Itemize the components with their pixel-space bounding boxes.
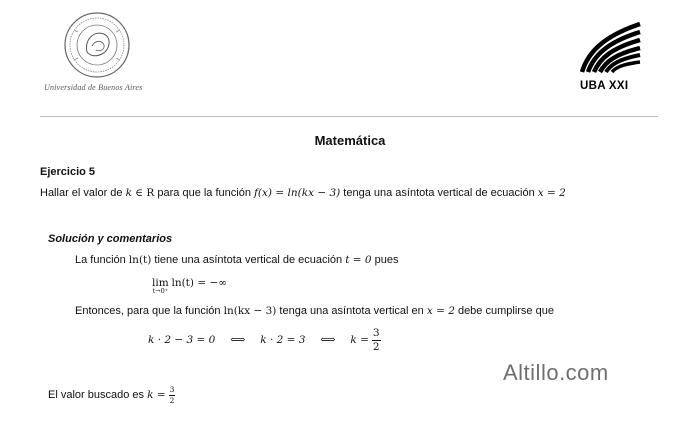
exercise-label: Ejercicio 5 [40,166,96,178]
line2-pre: Entonces, para que la función [75,305,224,317]
fraction-denominator: 2 [372,340,380,353]
statement-post: tenga una asíntota vertical de ecuación [340,187,538,199]
solution-line-2 [75,305,554,317]
final-denominator: 2 [169,395,175,405]
solution-heading: Solución y comentarios [48,233,173,245]
final-lhs: k = [147,388,166,401]
altillo-watermark: Altillo.com [503,360,609,385]
uba-xxi-brand: UBA XXI [580,80,629,92]
final-answer [48,386,175,404]
line2-equation: x = 2 [426,305,455,317]
limit-operator: lim [152,277,169,289]
limit-operator-block [152,277,169,295]
university-name: Universidad de Buenos Aires [44,83,143,92]
equation-chain [148,328,381,352]
solution-line-1 [75,254,399,266]
line2-post: debe cumplirse que [454,305,554,317]
statement-mid: para que la función [154,187,255,199]
line2-function: ln(kx − 3) [223,305,277,317]
final-fraction [169,386,176,404]
statement-equation: x = 2 [537,187,566,199]
equation-3-fraction [372,328,381,352]
statement-k: k [125,187,132,199]
uba-seal-icon [62,10,132,80]
iff-symbol-2: ⟺ [320,333,336,346]
statement-in-r: ∈ R [131,187,155,199]
limit-body: ln(t) = −∞ [171,277,228,289]
statement-pre: Hallar el valor de [40,187,126,199]
equation-2: k · 2 = 3 [260,333,306,346]
line1-function: ln(t) [128,254,152,266]
line2-mid: tenga una asíntota vertical en [276,305,427,317]
iff-symbol-1: ⟺ [230,333,246,346]
final-numerator: 3 [169,385,175,394]
limit-expression [152,277,227,295]
header-divider [40,116,658,117]
statement-function: f(x) = ln(kx − 3) [254,187,341,199]
line1-equation: t = 0 [345,254,372,266]
line1-mid: tiene una asíntota vertical de ecuación [151,254,346,266]
exercise-statement [40,187,566,199]
final-pre: El valor buscado es [48,388,148,401]
uba-xxi-logo-icon [578,22,642,74]
fraction-numerator: 3 [372,327,380,339]
limit-subscript: t→0⁺ [152,287,169,295]
page-title: Matemática [314,133,386,148]
line1-pre: La función [75,254,129,266]
line1-post: pues [371,254,399,266]
equation-3-lhs: k = [350,333,369,346]
equation-1: k · 2 − 3 = 0 [148,333,216,346]
